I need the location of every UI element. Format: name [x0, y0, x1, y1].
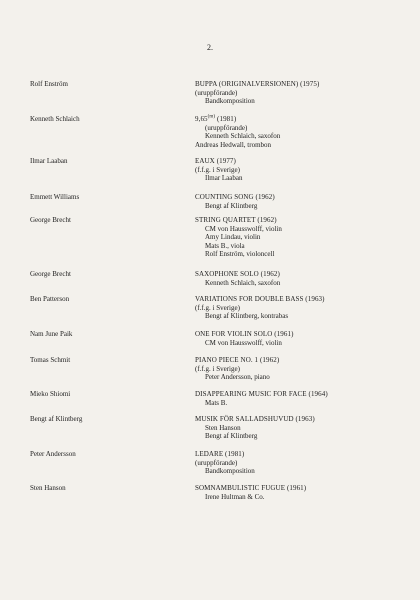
work-title: STRING QUARTET (1962): [195, 216, 277, 224]
work-details: [195, 390, 410, 407]
work-title-year: (1981): [215, 115, 237, 123]
work-details: [195, 115, 410, 149]
composer-name: Peter Andersson: [30, 450, 76, 458]
composer-name: George Brecht: [30, 216, 71, 224]
performer-line: CM von Hausswolff, violin: [205, 224, 282, 233]
work-title: SOMNAMBULISTIC FUGUE (1961): [195, 484, 307, 492]
work-details: [195, 157, 410, 183]
performer-line: Bandkomposition: [205, 97, 255, 105]
performer-line: Bengt af Klintberg, kontrabas: [205, 312, 289, 320]
performer-line: Amy Lindau, violin: [205, 233, 261, 241]
performer-line: Bengt af Klintberg: [205, 201, 258, 210]
work-details: [195, 270, 410, 287]
composer-name: Bengt af Klintberg: [30, 415, 83, 423]
work-note: (uruppförande): [195, 458, 238, 467]
work-details: [195, 450, 410, 476]
work-details: [195, 330, 410, 347]
work-title: DISAPPEARING MUSIC FOR FACE (1964): [195, 390, 328, 398]
work-note: (f.f.g. i Sverige): [195, 303, 240, 312]
performer-line: Bengt af Klintberg: [205, 432, 258, 440]
performer-line: CM von Hausswolff, violin: [205, 338, 282, 347]
work-note: (f.f.g. i Sverige): [195, 165, 240, 174]
work-details: [195, 356, 410, 382]
performer-line: Irene Hultman & Co.: [205, 492, 265, 501]
work-title: MUSIK FÖR SALLADSHUVUD (1963): [195, 415, 315, 423]
work-details: [195, 295, 410, 321]
composer-name: Rolf Enström: [30, 80, 68, 88]
performer-line: Mats B.: [205, 398, 228, 407]
performer-line: Mats B., viola: [205, 241, 245, 250]
performer-line: Sten Hanson: [205, 423, 241, 432]
performer-line: Bandkomposition: [205, 467, 255, 475]
composer-name: Tomas Schmit: [30, 356, 71, 364]
work-note: (f.f.g. i Sverige): [195, 364, 240, 373]
performer-line: Ilmar Laaban: [205, 174, 243, 182]
composer-name: Ben Patterson: [30, 295, 70, 303]
composer-name: Nam June Paik: [30, 330, 73, 338]
work-details: [195, 80, 410, 106]
composer-name: George Brecht: [30, 270, 71, 278]
performer-line: Kenneth Schlaich, saxofon: [205, 278, 281, 287]
work-details: [195, 415, 410, 441]
composer-name: Kenneth Schlaich: [30, 115, 80, 123]
work-details: [195, 484, 410, 501]
work-title: SAXOPHONE SOLO (1962): [195, 270, 280, 278]
work-note: (uruppförande): [195, 88, 238, 97]
performer-line: (uruppförande): [205, 123, 248, 132]
work-title: BUPPA (ORIGINALVERSIONEN) (1975): [195, 80, 320, 88]
work-title: LEDARE (1981): [195, 450, 245, 458]
composer-name: Mieko Shiomi: [30, 390, 71, 398]
work-title: COUNTING SONG (1962): [195, 193, 275, 201]
work-note: Andreas Hedwall, trombon: [195, 140, 272, 149]
work-title: VARIATIONS FOR DOUBLE BASS (1963): [195, 295, 325, 303]
work-title: [195, 115, 410, 124]
composer-name: Ilmar Laaban: [30, 157, 68, 165]
work-title-superscript: (m): [207, 114, 216, 120]
performer-line: Peter Andersson, piano: [205, 373, 270, 381]
work-title: ONE FOR VIOLIN SOLO (1961): [195, 330, 294, 338]
work-details: [195, 216, 410, 259]
work-title: EAUX (1977): [195, 157, 236, 165]
composer-name: Emmett Williams: [30, 193, 80, 201]
work-title: PIANO PIECE NO. 1 (1962): [195, 356, 280, 364]
work-details: [195, 193, 410, 210]
work-title-main: 9,65: [195, 115, 208, 123]
composer-name: Sten Hanson: [30, 484, 66, 492]
performer-line: Kenneth Schlaich, saxofon: [205, 132, 281, 140]
performer-line: Rolf Enström, violoncell: [205, 250, 275, 258]
page-number: 2.: [207, 43, 213, 52]
